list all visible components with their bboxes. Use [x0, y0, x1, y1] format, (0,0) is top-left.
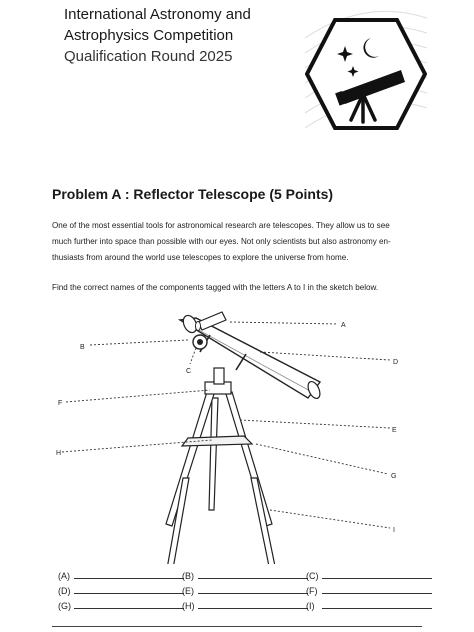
answer-line[interactable]: [198, 585, 308, 594]
answer-label: (H): [182, 601, 195, 611]
intro-line-1: One of the most essential tools for astronomical research are telescopes. They allow us to see: [52, 221, 390, 230]
answer-line[interactable]: [74, 570, 184, 579]
answer-line[interactable]: [74, 585, 184, 594]
tag-e: E: [392, 427, 397, 434]
accessory-tray: [182, 436, 252, 446]
answer-line[interactable]: [198, 570, 308, 579]
tag-g: G: [391, 473, 397, 480]
answer-field-i[interactable]: [306, 600, 432, 611]
intro-line-3: thusiasts from around the world use telescopes to explore the universe from home.: [52, 253, 349, 262]
tag-f: F: [58, 400, 63, 407]
telescope-logo-icon: [305, 8, 427, 140]
answer-row: [0, 600, 474, 616]
tag-h: H: [56, 450, 62, 457]
answer-line[interactable]: [74, 600, 184, 609]
answer-field-a[interactable]: [58, 570, 184, 581]
answer-line[interactable]: [198, 600, 308, 609]
answer-label: (C): [306, 571, 319, 581]
answer-label: (A): [58, 571, 70, 581]
leader-d: [260, 352, 390, 360]
answer-field-b[interactable]: [182, 570, 308, 581]
answer-label: (G): [58, 601, 71, 611]
leader-c: [190, 348, 196, 364]
tripod-leg-back: [209, 398, 218, 510]
header-title-line1: International Astronomy and: [64, 6, 251, 23]
answer-line[interactable]: [322, 600, 432, 609]
leader-g: [256, 444, 388, 474]
answer-label: (B): [182, 571, 194, 581]
problem-title: Problem A : Reflector Telescope (5 Points): [52, 186, 334, 202]
competition-header: [64, 4, 251, 67]
answer-field-c[interactable]: [306, 570, 432, 581]
answer-label: (D): [58, 586, 71, 596]
answer-field-f[interactable]: [306, 585, 432, 596]
task-instruction: Find the correct names of the components tagged with the letters A to I in the sketch below.: [52, 283, 379, 292]
header-subtitle: Qualification Round 2025: [64, 48, 233, 65]
tag-a: A: [341, 322, 346, 329]
answer-field-d[interactable]: [58, 585, 184, 596]
tag-c: C: [186, 368, 192, 375]
answer-label: (F): [306, 586, 318, 596]
leader-b: [90, 340, 188, 345]
answer-line[interactable]: [322, 585, 432, 594]
answer-line[interactable]: [322, 570, 432, 579]
header-title-line2: Astrophysics Competition: [64, 27, 234, 44]
answer-row: [0, 585, 474, 601]
footer-divider: [52, 626, 422, 627]
answer-label: (E): [182, 586, 194, 596]
leader-i: [270, 510, 390, 528]
answer-label: (I): [306, 601, 315, 611]
tag-i: I: [393, 527, 395, 534]
leader-e: [240, 420, 390, 428]
answer-field-e[interactable]: [182, 585, 308, 596]
mount-axis: [214, 368, 224, 384]
answer-field-h[interactable]: [182, 600, 308, 611]
leader-a: [230, 322, 338, 324]
leader-f: [66, 390, 210, 402]
answer-field-g[interactable]: [58, 600, 184, 611]
tag-b: B: [80, 344, 85, 351]
tripod-leg-right: [226, 392, 272, 526]
intro-line-2: much further into space than possible with our eyes. Not only scientists but also astronomy en-: [52, 237, 391, 246]
answer-row: [0, 570, 474, 586]
telescope-sketch: [0, 300, 474, 564]
tag-d: D: [393, 359, 399, 366]
tripod-leg-left: [166, 392, 214, 526]
